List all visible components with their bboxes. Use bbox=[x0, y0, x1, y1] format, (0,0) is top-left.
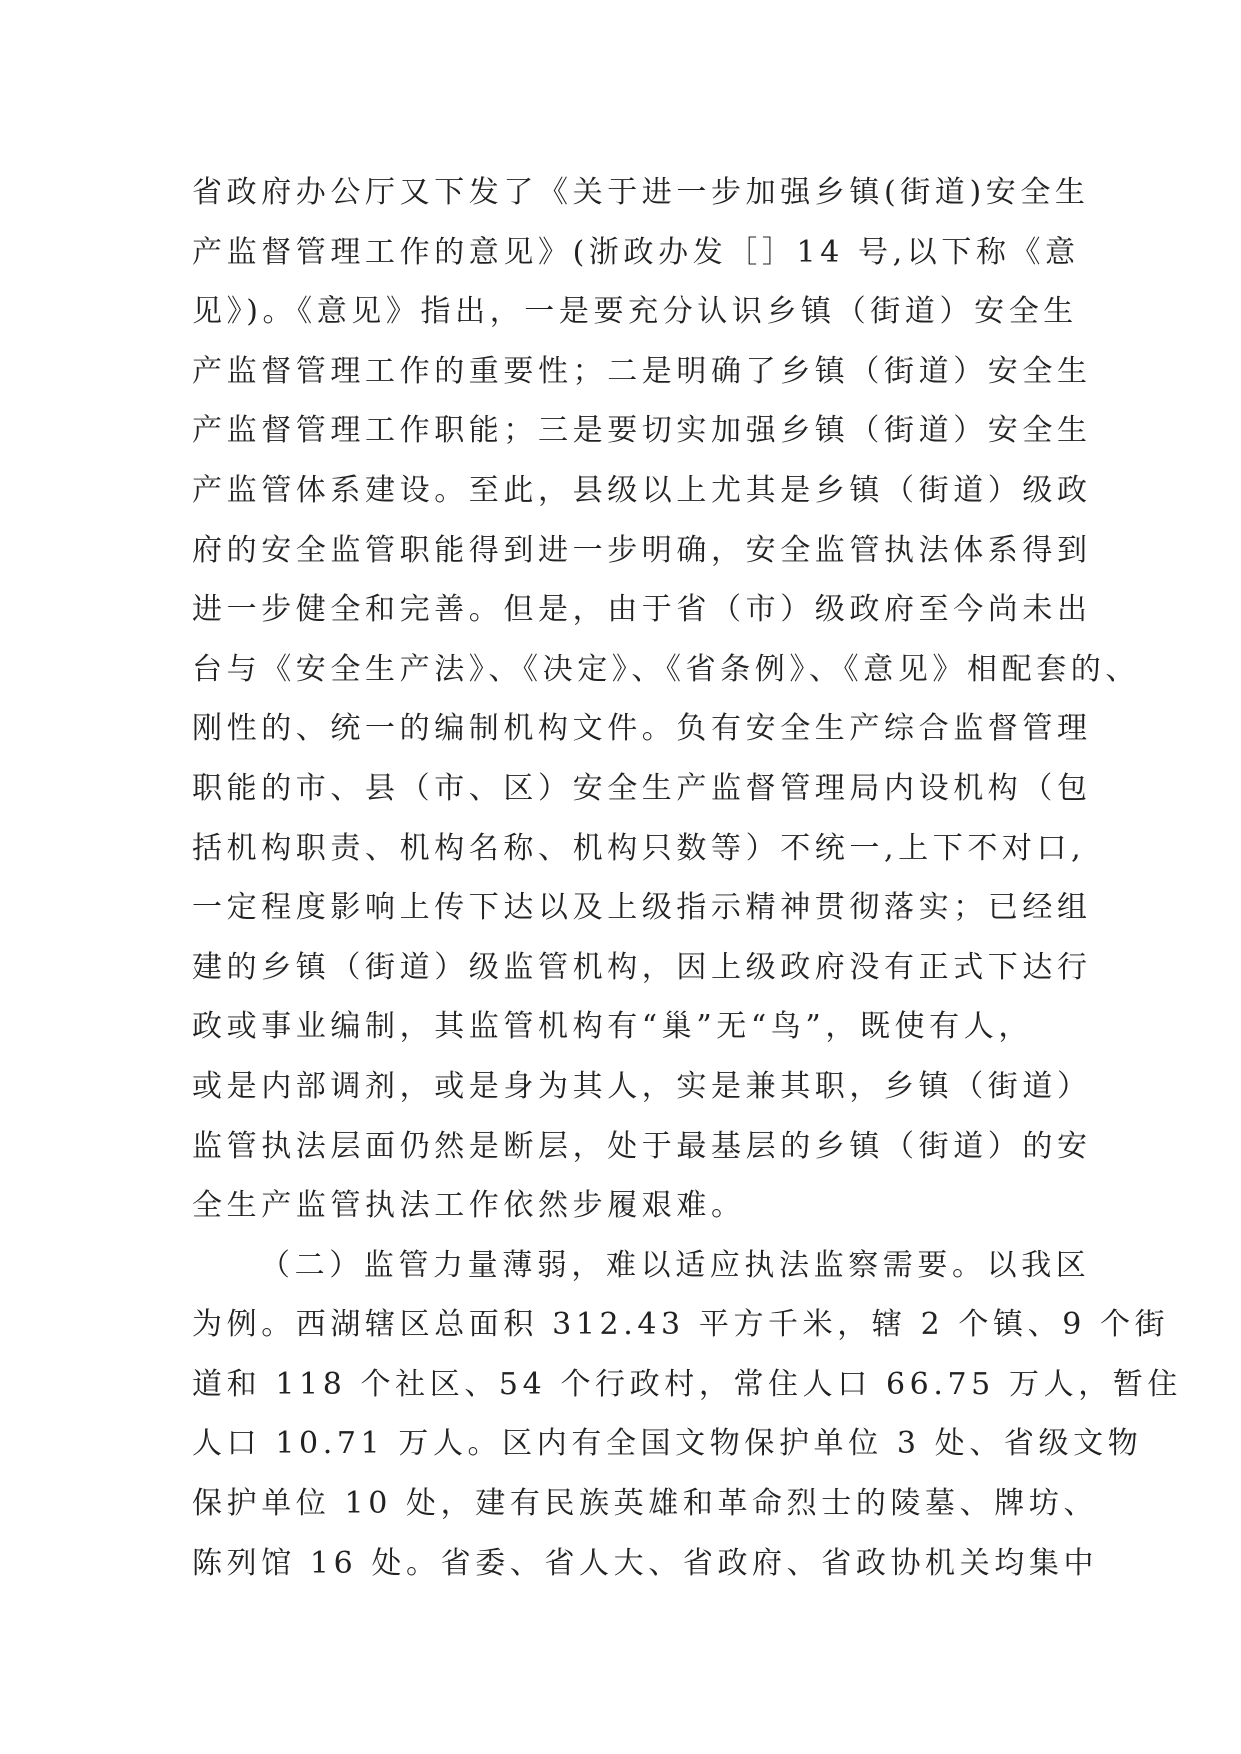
text-line: 建的乡镇（街道）级监管机构，因上级政府没有正式下达行 bbox=[192, 949, 1092, 985]
text-line: 保护单位 10 处，建有民族英雄和革命烈士的陵墓、牌坊、 bbox=[192, 1486, 1099, 1522]
text-line: 政或事业编制，其监管机构有“巢”无“鸟”，既使有人， bbox=[192, 1009, 1033, 1045]
text-line: 陈列馆 16 处。省委、省人大、省政府、省政协机关均集中 bbox=[192, 1545, 1099, 1581]
paragraph-1 bbox=[192, 163, 1140, 1236]
text-line: 监管执法层面仍然是断层，处于最基层的乡镇（街道）的安 bbox=[192, 1128, 1092, 1164]
text-line: 职能的市、县（市、区）安全生产监督管理局内设机构（包 bbox=[192, 770, 1092, 806]
body-text bbox=[192, 163, 1182, 1593]
text-line: 全生产监管执法工作依然步履艰难。 bbox=[192, 1188, 746, 1224]
text-line: 道和 118 个社区、54 个行政村，常住人口 66.75 万人，暂住 bbox=[192, 1366, 1182, 1402]
text-line: 省政府办公厅又下发了《关于进一步加强乡镇(街道)安全生 bbox=[192, 175, 1090, 210]
text-line: 一定程度影响上传下达以及上级指示精神贯彻落实；已经组 bbox=[192, 890, 1092, 926]
text-line: 或是内部调剂，或是身为其人，实是兼其职，乡镇（街道） bbox=[192, 1068, 1092, 1104]
text-line: 进一步健全和完善。但是，由于省（市）级政府至今尚未出 bbox=[192, 592, 1092, 628]
text-line: （二）监管力量薄弱，难以适应执法监察需要。以我区 bbox=[260, 1247, 1091, 1283]
text-line: 产监督管理工作职能；三是要切实加强乡镇（街道）安全生 bbox=[192, 413, 1092, 449]
text-line: 见》)。《意见》指出，一是要充分认识乡镇（街道）安全生 bbox=[192, 294, 1078, 330]
text-line: 括机构职责、机构名称、机构只数等）不统一,上下不对口, bbox=[192, 830, 1086, 866]
text-line: 产监管体系建设。至此，县级以上尤其是乡镇（街道）级政 bbox=[192, 472, 1092, 508]
text-line: 人口 10.71 万人。区内有全国文物保护单位 3 处、省级文物 bbox=[192, 1426, 1143, 1462]
text-line: 府的安全监管职能得到进一步明确，安全监管执法体系得到 bbox=[192, 532, 1092, 568]
text-line: 产监督管理工作的重要性；二是明确了乡镇（街道）安全生 bbox=[192, 353, 1092, 389]
text-line: 台与《安全生产法》、《决定》、《省条例》、《意见》相配套的、 bbox=[192, 651, 1140, 687]
paragraph-2 bbox=[192, 1236, 1182, 1594]
text-line: 为例。西湖辖区总面积 312.43 平方千米，辖 2 个镇、9 个街 bbox=[192, 1307, 1170, 1343]
text-line: 产监督管理工作的意见》(浙政办发［］14 号,以下称《意 bbox=[192, 234, 1080, 270]
text-line: 刚性的、统一的编制机构文件。负有安全生产综合监督管理 bbox=[192, 711, 1092, 747]
